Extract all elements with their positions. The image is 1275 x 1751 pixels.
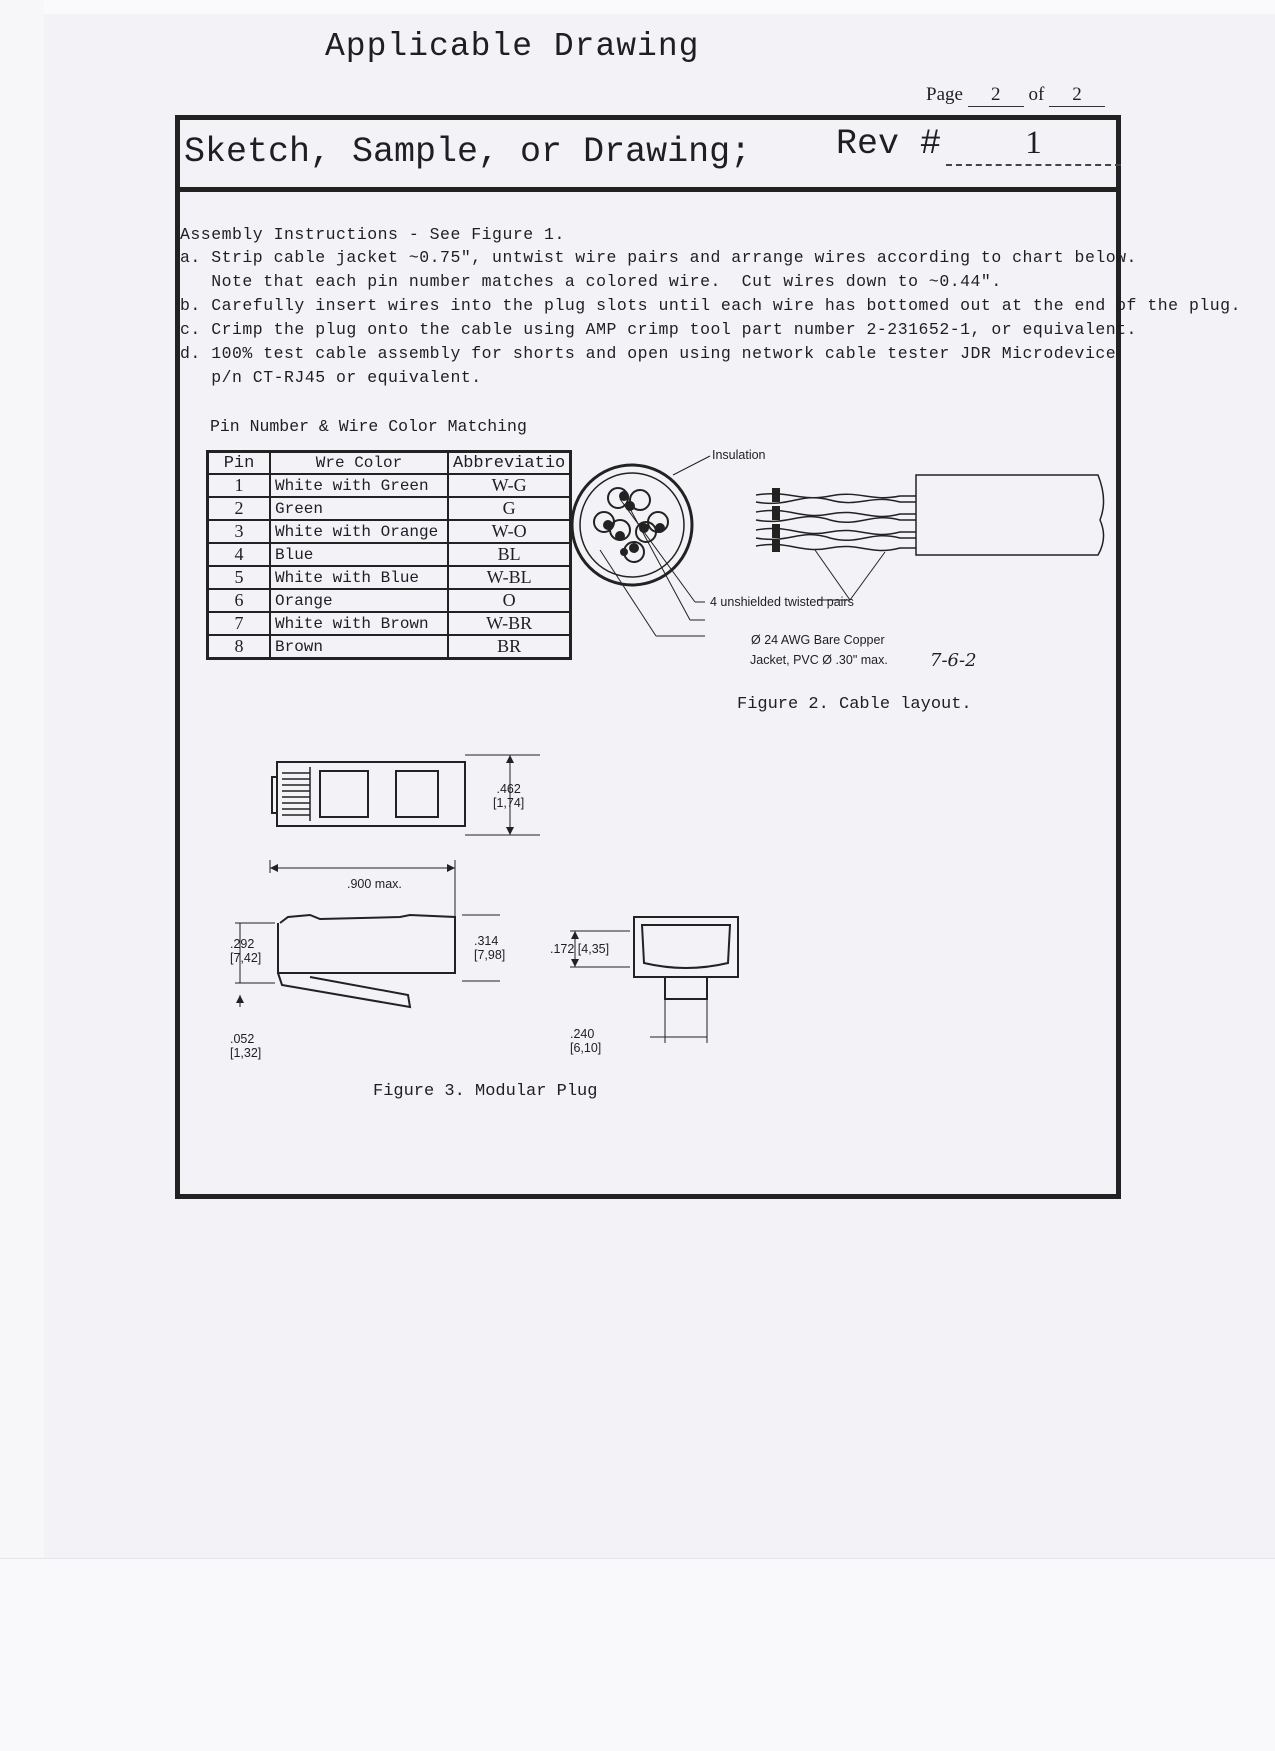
- color-cell: Blue: [270, 543, 448, 566]
- wire-bundle: [594, 488, 668, 562]
- color-cell: Green: [270, 497, 448, 520]
- pin-cell: 4: [208, 543, 271, 566]
- abbr-cell: BL: [448, 543, 571, 566]
- wire-ends: [772, 488, 780, 552]
- table-row: [208, 497, 571, 520]
- height-dim-in: .462: [496, 782, 521, 796]
- abbr-cell: W-O: [448, 520, 571, 543]
- modular-plug-drawing: [210, 745, 770, 1065]
- pin-color-table: [206, 450, 572, 660]
- plug-front-view: [570, 917, 738, 1043]
- page-number: 2: [968, 84, 1024, 107]
- color-cell: Orange: [270, 589, 448, 612]
- pin-cell: 8: [208, 635, 271, 659]
- right-dim-mm: [7,98]: [474, 948, 506, 962]
- scanner-background: [0, 1558, 1275, 1751]
- height-dim-mm: [1,74]: [493, 796, 525, 810]
- insulation-label: Insulation: [712, 448, 766, 462]
- handwritten-initials: 7-6-2: [930, 650, 977, 671]
- page-total: 2: [1049, 84, 1105, 107]
- table-header-row: [208, 452, 571, 475]
- table-row: [208, 520, 571, 543]
- right-height-dimension: [474, 934, 505, 962]
- abbr-cell: O: [448, 589, 571, 612]
- table-row: [208, 566, 571, 589]
- document-title: Applicable Drawing: [325, 28, 700, 65]
- page-label: Page: [926, 84, 963, 105]
- table-row: [208, 612, 571, 635]
- instruction-line: b. Carefully insert wires into the plug slots until each wire has bottomed out at the end of the plug.: [180, 296, 1241, 315]
- front-height-dimension: .172 [4,35]: [550, 942, 610, 956]
- latch-dim-mm: [1,32]: [230, 1046, 262, 1060]
- cable-jacket-circle: [572, 465, 692, 585]
- column-header: Abbreviatio: [448, 452, 571, 475]
- latch-dimension: [230, 1032, 261, 1060]
- rev-label: Rev #: [836, 124, 942, 164]
- right-dim-in: .314: [474, 934, 499, 948]
- page-edge-left: [0, 0, 44, 1560]
- table-row: [208, 635, 571, 659]
- instruction-line: d. 100% test cable assembly for shorts and open using network cable tester JDR Microdevice: [180, 344, 1117, 363]
- header-title: Sketch, Sample, or Drawing;: [184, 132, 752, 172]
- table-row: [208, 589, 571, 612]
- width-dim-in: .240: [570, 1027, 595, 1041]
- pin-cell: 6: [208, 589, 271, 612]
- color-cell: White with Orange: [270, 520, 448, 543]
- pin-cell: 3: [208, 520, 271, 543]
- instruction-line: Note that each pin number matches a colored wire. Cut wires down to ~0.44".: [180, 272, 1002, 291]
- abbr-cell: W-G: [448, 474, 571, 497]
- left-dim-in: .292: [230, 937, 255, 951]
- page-of-label: of: [1028, 84, 1045, 105]
- pin-cell: 5: [208, 566, 271, 589]
- width-dim-mm: [6,10]: [570, 1041, 602, 1055]
- left-height-dimension: [230, 937, 261, 965]
- rev-value: 1: [946, 125, 1121, 166]
- width-dimension: [570, 1027, 601, 1055]
- pin-cell: 2: [208, 497, 271, 520]
- pin-table-heading: Pin Number & Wire Color Matching: [210, 417, 527, 436]
- jacket-label: Jacket, PVC Ø .30" max.: [750, 653, 888, 667]
- color-cell: White with Blue: [270, 566, 448, 589]
- column-header: Pin: [208, 452, 271, 475]
- pin-cell: 1: [208, 474, 271, 497]
- pairs-label: 4 unshielded twisted pairs: [710, 595, 854, 609]
- abbr-cell: G: [448, 497, 571, 520]
- abbr-cell: BR: [448, 635, 571, 659]
- page-indicator: [926, 84, 1105, 107]
- left-dim-mm: [7,42]: [230, 951, 262, 965]
- table-row: [208, 474, 571, 497]
- instruction-line: p/n CT-RJ45 or equivalent.: [180, 368, 482, 387]
- column-header: Wre Color: [270, 452, 448, 475]
- length-dimension: .900 max.: [347, 877, 402, 891]
- table-row: [208, 543, 571, 566]
- latch-dim-in: .052: [230, 1032, 255, 1046]
- figure2-caption: Figure 2. Cable layout.: [737, 695, 972, 714]
- instructions-heading: Assembly Instructions - See Figure 1.: [180, 225, 565, 244]
- instruction-line: c. Crimp the plug onto the cable using AMP crimp tool part number 2-231652-1, or equivalent.: [180, 320, 1137, 339]
- figure3-caption: Figure 3. Modular Plug: [373, 1082, 598, 1101]
- abbr-cell: W-BR: [448, 612, 571, 635]
- instruction-line: a. Strip cable jacket ~0.75", untwist wire pairs and arrange wires according to chart below.: [180, 248, 1137, 267]
- pin-cell: 7: [208, 612, 271, 635]
- page-edge: [0, 0, 1275, 14]
- color-cell: Brown: [270, 635, 448, 659]
- height-dimension: [493, 782, 524, 810]
- copper-label: Ø 24 AWG Bare Copper: [751, 633, 885, 647]
- abbr-cell: W-BL: [448, 566, 571, 589]
- cable-jacket-side: [916, 475, 1104, 555]
- color-cell: White with Green: [270, 474, 448, 497]
- color-cell: White with Brown: [270, 612, 448, 635]
